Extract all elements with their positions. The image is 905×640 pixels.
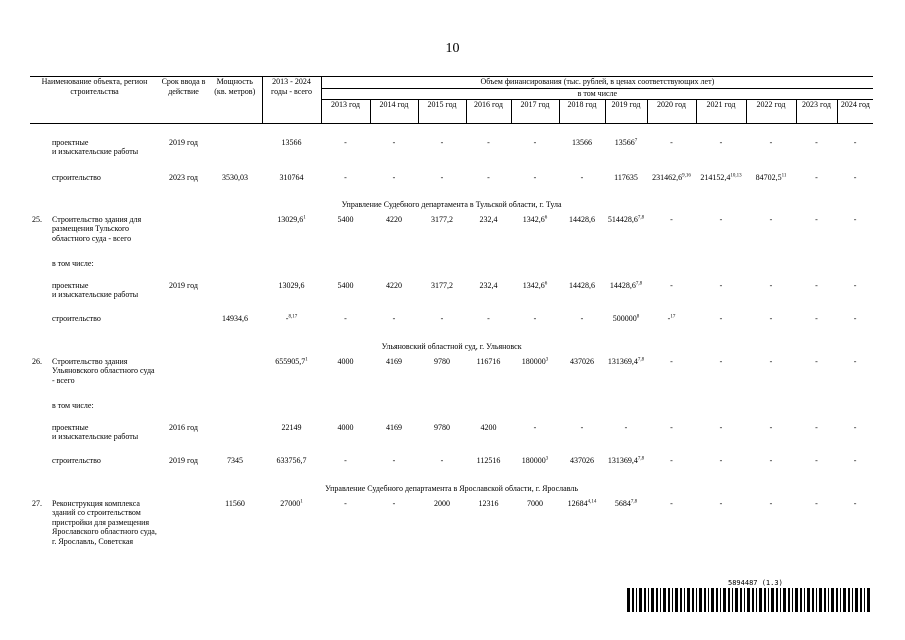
- header-year: 2014 год: [370, 100, 418, 124]
- barcode-bar: [764, 588, 766, 612]
- year-value: 437026: [570, 356, 595, 366]
- capacity-value: 3530,03: [222, 172, 249, 182]
- year-value: -: [815, 498, 818, 508]
- barcode-bar: [824, 588, 826, 612]
- year-value: -: [670, 356, 673, 366]
- header-term: Срок ввода в действие: [159, 77, 208, 124]
- barcode-bar: [740, 588, 742, 612]
- row-number: 26.: [32, 356, 42, 366]
- object-name: Строительство здания для размещения Тульского областного суда - всего: [52, 214, 142, 243]
- header-capacity: Мощность (кв. метров): [208, 77, 262, 124]
- barcode-bar: [800, 588, 802, 612]
- table-row: [30, 173, 873, 195]
- year-value: -: [533, 172, 537, 182]
- barcode-bar: [807, 588, 810, 612]
- year-value: 112516: [476, 455, 501, 465]
- year-value: -: [533, 313, 537, 323]
- section-title: Ульяновский областной суд, г. Ульяновск: [381, 341, 522, 351]
- year-value: 14428,6$^{7,8}$: [609, 280, 643, 290]
- barcode-bar: [783, 588, 786, 612]
- barcode-bar: [716, 588, 718, 612]
- year-value: 12316: [478, 498, 499, 508]
- barcode-bar: [816, 588, 817, 612]
- year-value: -: [719, 422, 723, 432]
- barcode-bar: [732, 588, 733, 612]
- barcode-bar: [720, 588, 721, 612]
- footnote-ref: 17: [670, 313, 676, 319]
- total-value: 633756,7: [276, 455, 307, 465]
- year-value: 12684$^{4,14}$: [567, 498, 597, 508]
- row-number: 25.: [32, 214, 42, 224]
- barcode-bar: [728, 588, 730, 612]
- year-value: 231462,6$^{9,16}$: [652, 172, 691, 182]
- barcode-bar: [759, 588, 762, 612]
- header-year: 2024 год: [837, 100, 873, 124]
- year-value: -: [853, 313, 857, 323]
- year-value: -: [719, 214, 723, 224]
- year-value: -: [815, 280, 818, 290]
- barcode-bar: [704, 588, 706, 612]
- barcode-bar: [708, 588, 709, 612]
- table-row: [30, 499, 873, 569]
- barcode-bar: [699, 588, 702, 612]
- year-value: -: [670, 455, 673, 465]
- year-value: 7000: [527, 498, 544, 508]
- object-name: проектные и изыскательские работы: [52, 280, 139, 300]
- commission-term: [159, 499, 208, 569]
- footnote-ref: 1: [300, 498, 303, 504]
- table-row: [30, 259, 873, 281]
- year-value: 2000: [434, 498, 451, 508]
- barcode-bar: [744, 588, 745, 612]
- barcode-bar: [675, 588, 678, 612]
- year-value: 117635: [614, 172, 638, 182]
- year-value: -: [670, 214, 673, 224]
- barcode-bar: [687, 588, 690, 612]
- year-value: -: [344, 455, 347, 465]
- total-value: 13029,6$^1$: [277, 214, 306, 224]
- year-value: 5400: [337, 214, 354, 224]
- year-value: 180000$^3$: [521, 455, 549, 465]
- barcode-bar: [752, 588, 754, 612]
- page-number: 10: [445, 41, 460, 56]
- year-value: -: [719, 455, 723, 465]
- commission-term: 2023 год: [169, 172, 198, 182]
- footnote-ref: 7,8: [637, 356, 645, 362]
- table-row: [30, 401, 873, 423]
- capacity-value: 14934,6: [222, 313, 249, 323]
- barcode-bar: [843, 588, 846, 612]
- barcode-bar: [632, 588, 634, 612]
- barcode-bar: [848, 588, 850, 612]
- year-value: -$^{17}$: [667, 313, 676, 323]
- header-year: 2021 год: [696, 100, 746, 124]
- barcode-bar: [696, 588, 697, 612]
- barcode-bar: [780, 588, 781, 612]
- footnote-ref: 6: [544, 280, 548, 286]
- financing-table: [30, 76, 873, 569]
- year-value: -: [344, 172, 347, 182]
- year-value: -: [853, 356, 857, 366]
- year-value: 232,4: [479, 280, 498, 290]
- year-value: 131369,4$^{7,8}$: [607, 356, 645, 366]
- capacity-value: 7345: [227, 455, 244, 465]
- year-value: 84702,5$^{11}$: [755, 172, 787, 182]
- table-row: [30, 215, 873, 259]
- barcode-bar: [864, 588, 865, 612]
- row-number: [30, 259, 50, 281]
- commission-term: 2019 год: [169, 455, 198, 465]
- year-value: -: [769, 214, 773, 224]
- barcode-bar: [867, 588, 870, 612]
- table-row: [30, 281, 873, 314]
- year-value: 116716: [476, 356, 501, 366]
- barcode-bar: [656, 588, 658, 612]
- year-value: -: [670, 422, 673, 432]
- year-value: -: [392, 455, 396, 465]
- section-row: [30, 479, 873, 499]
- spacer-cell: [30, 124, 873, 138]
- year-value: 9780: [434, 422, 451, 432]
- year-value: -: [580, 172, 584, 182]
- barcode-bar: [788, 588, 790, 612]
- footnote-ref: 7,8: [637, 455, 645, 461]
- year-value: -: [580, 313, 584, 323]
- header-year: 2017 год: [511, 100, 559, 124]
- year-value: -: [440, 455, 444, 465]
- year-value: -: [392, 313, 396, 323]
- year-value: -: [719, 313, 723, 323]
- barcode-bar: [756, 588, 757, 612]
- commission-term: 2016 год: [169, 422, 198, 432]
- capacity-value: [208, 281, 262, 314]
- total-value: 13029,6: [278, 280, 305, 290]
- year-value: 5400: [337, 280, 354, 290]
- year-value: -: [769, 313, 773, 323]
- year-value: -: [392, 498, 396, 508]
- footnote-ref: 3: [545, 356, 549, 362]
- header-year: 2016 год: [466, 100, 511, 124]
- barcode-bar: [644, 588, 646, 612]
- barcode: [627, 588, 870, 612]
- year-value: 514428,6$^{7,8}$: [607, 214, 645, 224]
- year-value: 1342,6$^6$: [522, 214, 548, 224]
- object-name: Реконструкция комплекса зданий со строительством пристройки для размещения Ярославского областного суда, г. Ярославль, Советская: [52, 498, 157, 546]
- header-total: 2013 - 2024 годы - всего: [262, 77, 321, 124]
- footnote-ref: 10,13: [730, 172, 742, 178]
- total-value: 13566: [281, 137, 302, 147]
- year-value: 214152,4$^{10,13}$: [700, 172, 742, 182]
- year-value: 4169: [386, 356, 403, 366]
- capacity-value: [208, 138, 262, 173]
- year-value: -: [344, 137, 347, 147]
- year-value: -: [815, 214, 818, 224]
- table-row: [30, 423, 873, 456]
- header-year: 2015 год: [418, 100, 466, 124]
- object-name: строительство: [52, 313, 101, 323]
- footnote-ref: 11: [781, 172, 787, 178]
- barcode-bar: [776, 588, 778, 612]
- year-value: -: [815, 137, 818, 147]
- year-value: -: [487, 172, 490, 182]
- year-value: -: [769, 422, 773, 432]
- year-value: 13566$^7$: [614, 137, 638, 147]
- year-value: 180000$^3$: [521, 356, 549, 366]
- barcode-bar: [672, 588, 673, 612]
- header-year: 2018 год: [559, 100, 605, 124]
- section-title: Управление Судебного департамента в Тульской области, г. Тула: [341, 199, 562, 209]
- year-value: -: [344, 498, 347, 508]
- year-value: 232,4: [479, 214, 498, 224]
- header-year: 2022 год: [746, 100, 796, 124]
- total-value: 310764: [279, 172, 304, 182]
- year-value: -: [533, 422, 537, 432]
- barcode-bar: [840, 588, 841, 612]
- year-value: -: [487, 137, 490, 147]
- footnote-ref: 7,8: [635, 280, 643, 286]
- barcode-bar: [660, 588, 661, 612]
- row-number: [30, 138, 50, 173]
- barcode-bar: [819, 588, 822, 612]
- barcode-bar: [627, 588, 630, 612]
- commission-term: [159, 314, 208, 337]
- year-value: -: [815, 356, 818, 366]
- year-value: -: [815, 455, 818, 465]
- total-value: 27000$^1$: [280, 498, 303, 508]
- year-value: 4000: [337, 356, 354, 366]
- year-value: -: [769, 280, 773, 290]
- object-name: строительство: [52, 172, 101, 182]
- row-caption: в том числе:: [52, 258, 94, 268]
- year-value: 3177,2: [431, 214, 454, 224]
- year-value: -: [853, 137, 857, 147]
- year-value: 5684$^{7,8}$: [614, 498, 638, 508]
- table-row: [30, 357, 873, 401]
- footnote-ref: 6: [544, 214, 548, 220]
- section-row: [30, 195, 873, 215]
- footnote-ref: 1: [305, 356, 308, 362]
- barcode-bar: [680, 588, 682, 612]
- barcode-bar: [771, 588, 774, 612]
- year-value: -: [719, 356, 723, 366]
- capacity-value: [208, 423, 262, 456]
- year-value: -: [533, 137, 537, 147]
- header-name: Наименование объекта, регион строительства: [30, 77, 159, 124]
- year-value: 4169: [386, 422, 403, 432]
- row-caption: в том числе:: [52, 400, 94, 410]
- object-name: строительство: [52, 455, 101, 465]
- year-value: -: [719, 498, 723, 508]
- table-row: [30, 456, 873, 479]
- year-value: -: [853, 455, 857, 465]
- year-value: -: [440, 172, 444, 182]
- year-value: -: [440, 313, 444, 323]
- section-row: [30, 337, 873, 357]
- barcode-bar: [651, 588, 654, 612]
- barcode-bar: [639, 588, 642, 612]
- year-value: -: [769, 455, 773, 465]
- commission-term: 2019 год: [169, 280, 198, 290]
- row-number: [30, 314, 50, 337]
- header-financing: Объем финансирования (тыс. рублей, в ценах соответствующих лет): [321, 77, 873, 89]
- footnote-ref: 8,17: [288, 313, 298, 319]
- year-value: -: [769, 356, 773, 366]
- year-value: -: [853, 214, 857, 224]
- barcode-bar: [768, 588, 769, 612]
- year-value: 14428,6: [569, 214, 596, 224]
- section-title: Управление Судебного департамента в Ярославской области, г. Ярославль: [325, 483, 579, 493]
- capacity-value: [208, 357, 262, 401]
- barcode-bar: [804, 588, 805, 612]
- year-value: -: [624, 422, 628, 432]
- row-number: 27.: [32, 498, 42, 508]
- year-value: 13566: [572, 137, 593, 147]
- header-year: 2013 год: [321, 100, 370, 124]
- footnote-ref: 3: [545, 455, 549, 461]
- year-value: -: [580, 422, 584, 432]
- barcode-bar: [692, 588, 694, 612]
- year-value: -: [769, 137, 773, 147]
- year-value: -: [344, 313, 347, 323]
- year-value: -: [487, 313, 490, 323]
- barcode-bar: [852, 588, 853, 612]
- object-name: проектные и изыскательские работы: [52, 137, 139, 157]
- footnote-ref: 4,14: [587, 498, 597, 504]
- year-value: 131369,4$^{7,8}$: [607, 455, 645, 465]
- year-value: -: [440, 137, 444, 147]
- year-value: -: [392, 137, 396, 147]
- commission-term: [159, 215, 208, 259]
- row-number: [30, 456, 50, 479]
- year-value: 4000: [337, 422, 354, 432]
- barcode-bar: [711, 588, 714, 612]
- year-value: -: [670, 280, 673, 290]
- barcode-bar: [836, 588, 838, 612]
- header-year: 2020 год: [647, 100, 696, 124]
- row-number: [30, 401, 50, 423]
- barcode-bar: [684, 588, 685, 612]
- footnote-ref: 7,8: [637, 214, 645, 220]
- year-value: -: [815, 422, 818, 432]
- year-value: -: [719, 280, 723, 290]
- year-value: 14428,6: [569, 280, 596, 290]
- barcode-bar: [855, 588, 858, 612]
- table-row: [30, 124, 873, 138]
- year-value: -: [853, 498, 857, 508]
- year-value: -: [853, 172, 857, 182]
- year-value: 500000$^8$: [612, 313, 640, 323]
- year-value: -: [769, 498, 773, 508]
- year-value: -: [815, 313, 818, 323]
- year-value: 1342,6$^6$: [522, 280, 548, 290]
- table-row: [30, 138, 873, 173]
- capacity-value: [208, 215, 262, 259]
- total-value: -$^{8,17}$: [285, 313, 298, 323]
- header-including: в том числе: [321, 89, 873, 100]
- row-number: [30, 281, 50, 314]
- year-value: -: [719, 137, 723, 147]
- commission-term: [159, 357, 208, 401]
- barcode-bar: [668, 588, 670, 612]
- barcode-bar: [735, 588, 738, 612]
- total-value: 655905,7$^1$: [275, 356, 308, 366]
- barcode-bar: [663, 588, 666, 612]
- year-value: -: [392, 172, 396, 182]
- year-value: 4220: [386, 214, 403, 224]
- commission-term: 2019 год: [169, 137, 198, 147]
- barcode-bar: [648, 588, 649, 612]
- barcode-bar: [636, 588, 637, 612]
- footnote-ref: 8: [636, 313, 640, 319]
- row-number: [30, 173, 50, 195]
- object-name: Строительство здания Ульяновского областного суда - всего: [52, 356, 155, 385]
- year-value: -: [670, 498, 673, 508]
- footnote-ref: 9,16: [682, 172, 691, 178]
- footnote-ref: 7: [634, 137, 638, 143]
- barcode-bar: [795, 588, 798, 612]
- year-value: 4220: [386, 280, 403, 290]
- year-value: -: [853, 280, 857, 290]
- barcode-bar: [792, 588, 793, 612]
- year-value: -: [670, 137, 673, 147]
- year-value: -: [853, 422, 857, 432]
- year-value: -: [815, 172, 818, 182]
- barcode-bar: [831, 588, 834, 612]
- year-value: 4200: [480, 422, 497, 432]
- year-value: 437026: [570, 455, 595, 465]
- year-value: 3177,2: [431, 280, 454, 290]
- barcode-bar: [747, 588, 750, 612]
- barcode-bar: [723, 588, 726, 612]
- year-value: 9780: [434, 356, 451, 366]
- table-row: [30, 314, 873, 337]
- barcode-number: 5894487 (1.3): [728, 579, 783, 587]
- footnote-ref: 7,8: [630, 498, 638, 504]
- header-year: 2019 год: [605, 100, 647, 124]
- row-number: [30, 423, 50, 456]
- barcode-bar: [828, 588, 829, 612]
- header-year: 2023 год: [796, 100, 837, 124]
- barcode-bar: [860, 588, 862, 612]
- footnote-ref: 1: [303, 214, 306, 220]
- capacity-value: 11560: [225, 498, 245, 508]
- barcode-bar: [812, 588, 814, 612]
- object-name: проектные и изыскательские работы: [52, 422, 139, 442]
- total-value: 22149: [281, 422, 302, 432]
